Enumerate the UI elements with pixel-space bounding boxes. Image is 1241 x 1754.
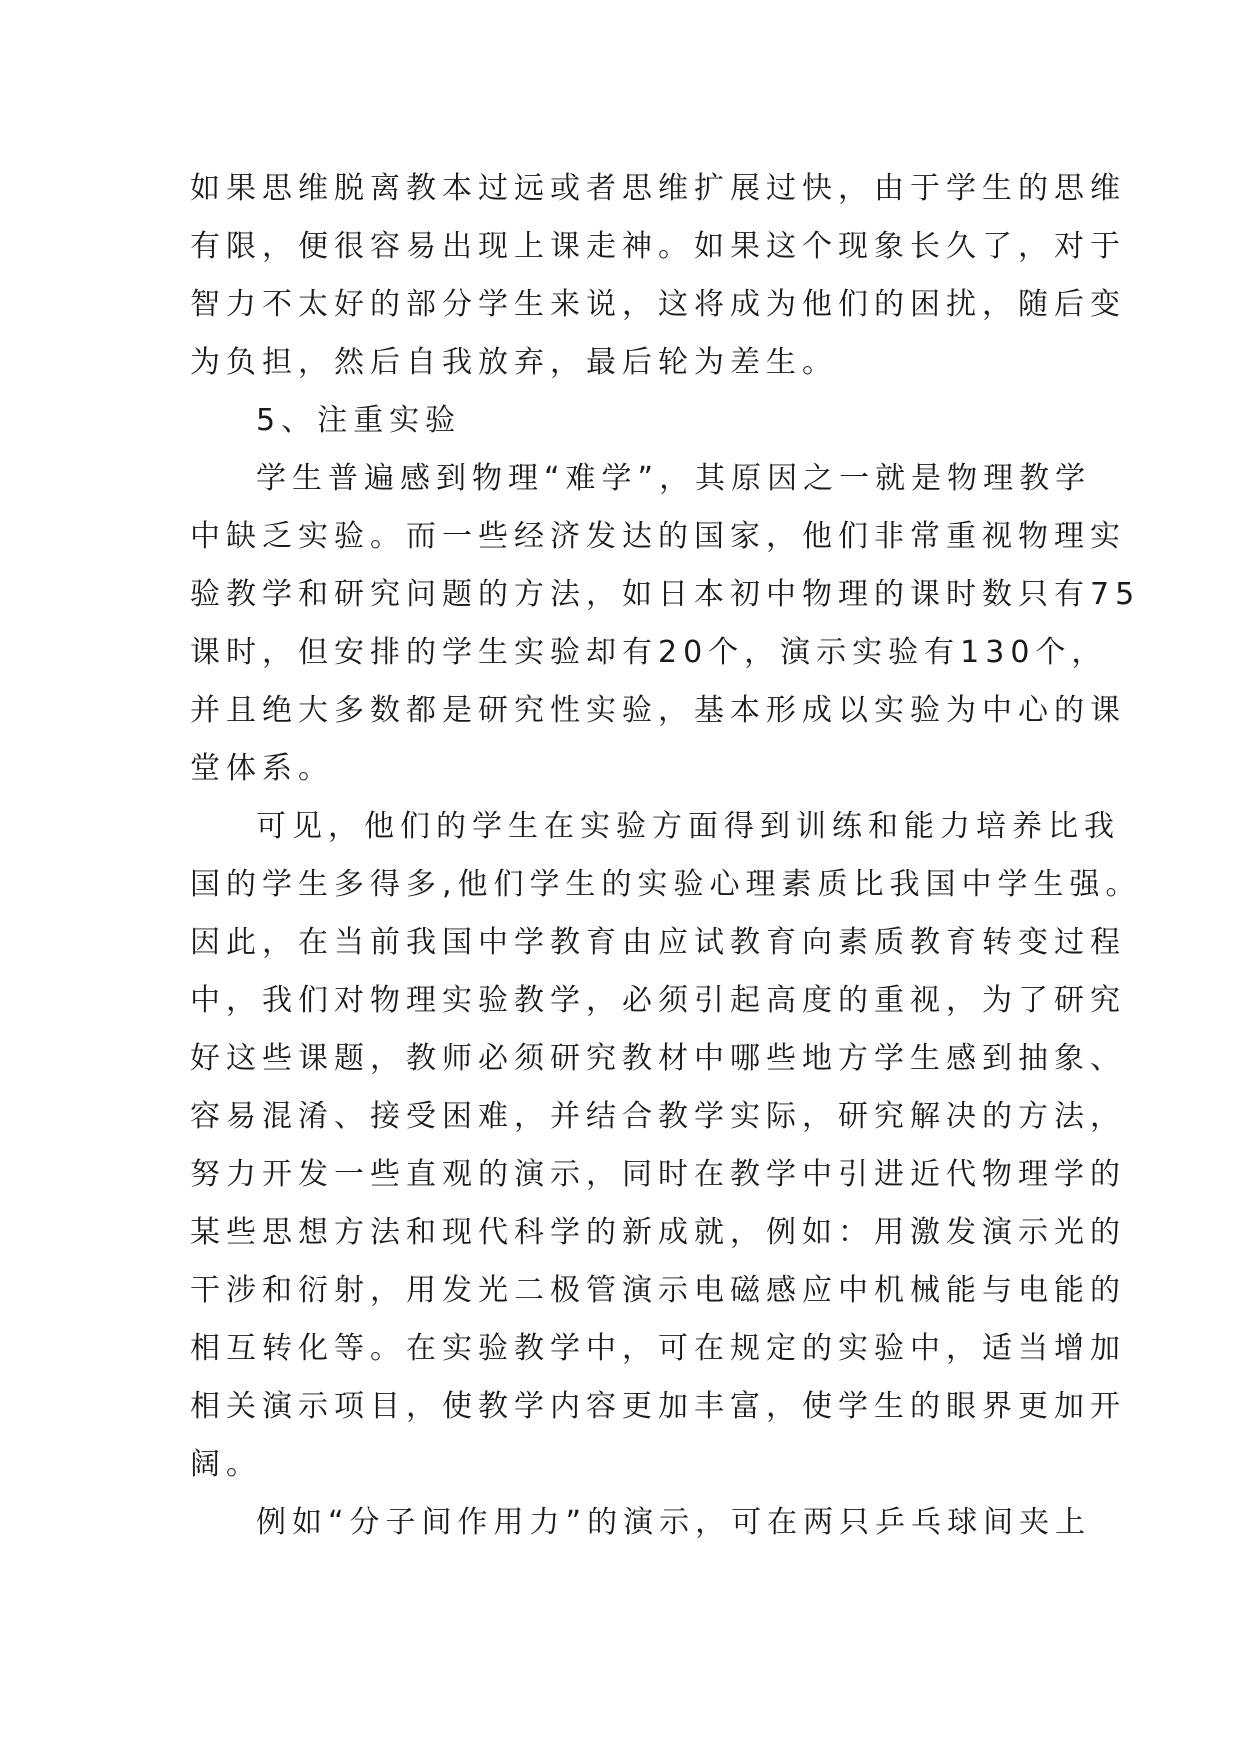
text-line: 干涉和衍射，用发光二极管演示电磁感应中机械能与电能的 [190,1273,1126,1308]
text-line: 中缺乏实验。而一些经济发达的国家，他们非常重视物理实 [190,519,1126,554]
text-line: 某些思想方法和现代科学的新成就，例如：用激发演示光的 [190,1215,1126,1250]
text-line: 为负担，然后自我放弃，最后轮为差生。 [190,345,838,380]
text-line: 可见，他们的学生在实验方面得到训练和能力培养比我 [256,809,1120,844]
text-line: 好这些课题，教师必须研究教材中哪些地方学生感到抽象、 [190,1041,1126,1076]
text-line: 课时，但安排的学生实验却有20个，演示实验有130个， [190,635,1108,670]
body-text [190,160,1142,1552]
text-line: 堂体系。 [190,751,334,786]
text-line: 验教学和研究问题的方法，如日本初中物理的课时数只有75 [190,577,1141,612]
text-line: 相关演示项目，使教学内容更加丰富，使学生的眼界更加开 [190,1389,1126,1424]
text-line: 相互转化等。在实验教学中，可在规定的实验中，适当增加 [190,1331,1126,1366]
text-line: 例如“分子间作用力”的演示，可在两只乒乓球间夹上 [256,1505,1092,1540]
text-line: 中，我们对物理实验教学，必须引起高度的重视，为了研究 [190,983,1126,1018]
text-line: 学生普遍感到物理“难学”，其原因之一就是物理教学 [256,461,1092,496]
text-line: 如果思维脱离教本过远或者思维扩展过快，由于学生的思维 [190,171,1126,206]
section-heading: 5、注重实验 [256,403,462,438]
text-line: 阔。 [190,1447,262,1482]
text-line: 有限，便很容易出现上课走神。如果这个现象长久了，对于 [190,229,1126,264]
text-line: 努力开发一些直观的演示，同时在教学中引进近代物理学的 [190,1157,1126,1192]
text-line: 因此，在当前我国中学教育由应试教育向素质教育转变过程 [190,925,1126,960]
text-line: 智力不太好的部分学生来说，这将成为他们的困扰，随后变 [190,287,1126,322]
text-line: 国的学生多得多,他们学生的实验心理素质比我国中学生强。 [190,867,1142,902]
text-line: 并且绝大多数都是研究性实验，基本形成以实验为中心的课 [190,693,1126,728]
text-line: 容易混淆、接受困难，并结合教学实际，研究解决的方法， [190,1099,1126,1134]
